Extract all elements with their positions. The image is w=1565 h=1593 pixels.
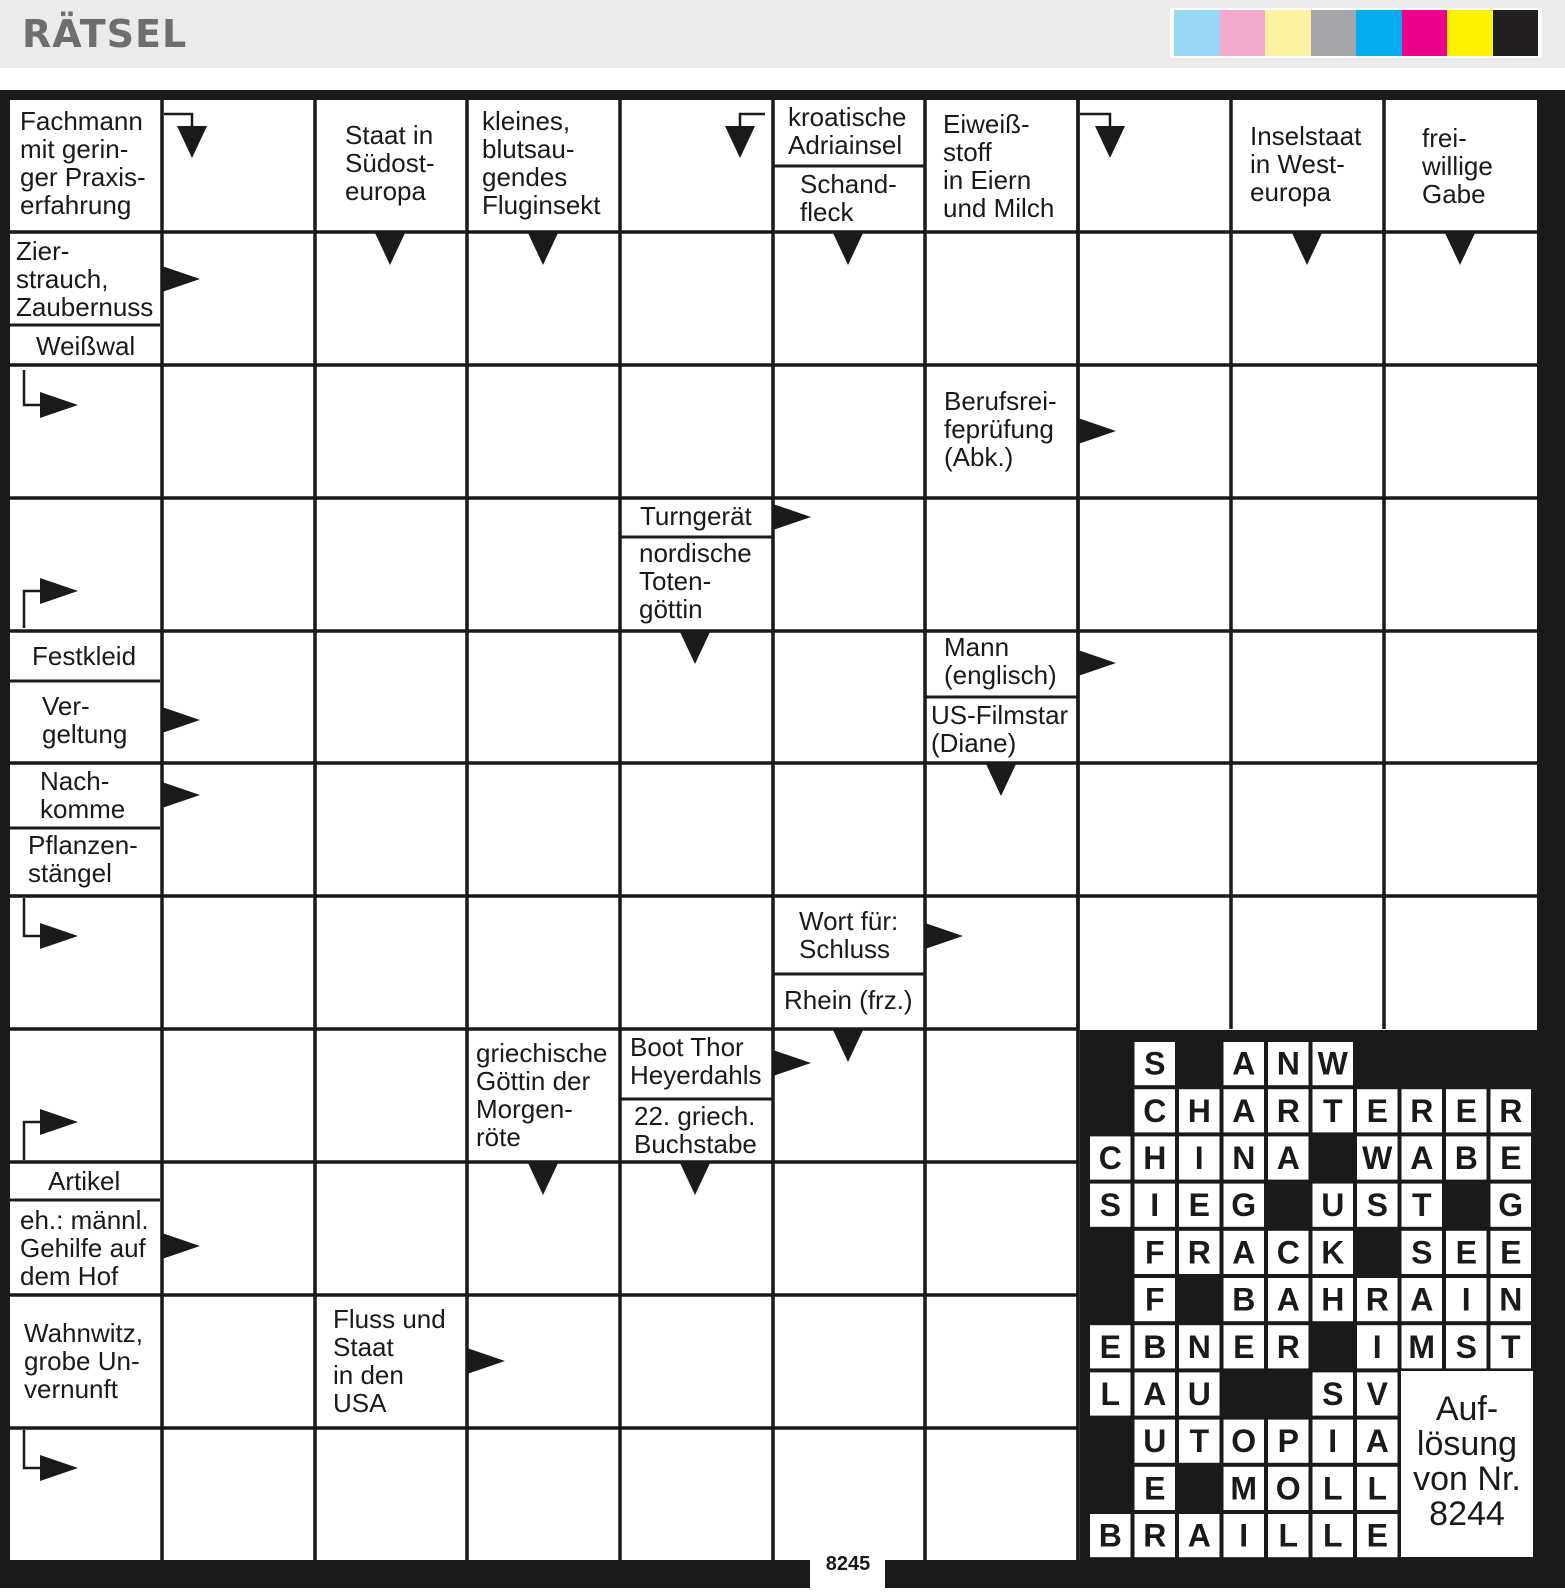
clue-text: Staat in Südost-europa — [345, 120, 435, 206]
solution-letter: S — [1366, 1187, 1388, 1224]
solution-letter: L — [1278, 1517, 1299, 1554]
clue-text: Mann (englisch) — [944, 632, 1057, 690]
solution-letter: W — [1362, 1140, 1393, 1176]
solution-letter: U — [1187, 1376, 1211, 1412]
clue-text: Nach-komme — [40, 766, 126, 824]
clue-text: Pflanzen-stängel — [28, 830, 138, 888]
solution-letter: I — [1150, 1187, 1160, 1224]
solution-letter: F — [1144, 1234, 1165, 1271]
solution-letter: G — [1498, 1187, 1524, 1224]
solution-letter: R — [1365, 1281, 1389, 1318]
clue-text: Wahnwitz, grobe Un-vernunft — [24, 1318, 143, 1404]
solution-letter: U — [1321, 1187, 1345, 1224]
page-title: RÄTSEL — [22, 12, 188, 56]
color-calibration-bar — [1170, 8, 1542, 58]
clue-text: Eiweiß-stoff in Eiern und Milch — [943, 109, 1055, 223]
clue-text: US-Filmstar (Diane) — [931, 700, 1069, 758]
solution-letter: B — [1098, 1517, 1122, 1554]
solution-letter: E — [1366, 1517, 1388, 1554]
solution-letter: S — [1322, 1376, 1344, 1412]
clue-text: kroatische Adriainsel — [788, 102, 907, 160]
crossword-svg — [0, 90, 1565, 1588]
solution-letter: P — [1277, 1423, 1299, 1460]
solution-letter: S — [1455, 1328, 1477, 1365]
solution-letter: B — [1143, 1328, 1167, 1365]
clue-text: Berufsrei-feprüfung (Abk.) — [944, 386, 1057, 472]
solution-letter: G — [1231, 1187, 1257, 1224]
solution-letter: A — [1410, 1281, 1434, 1318]
solution-letter: I — [1194, 1140, 1204, 1176]
solution-letter: N — [1232, 1140, 1256, 1176]
solution-letter: B — [1454, 1140, 1478, 1176]
solution-letter: I — [1461, 1281, 1471, 1318]
clue-text: Wort für: Schluss — [799, 906, 899, 964]
clue-text: eh.: männl. Gehilfe auf dem Hof — [20, 1205, 149, 1291]
solution-letter: L — [1100, 1376, 1121, 1412]
solution-letter: R — [1499, 1092, 1523, 1129]
clue-text: Fachmann mit gerin-ger Praxis-erfahrung — [20, 106, 146, 220]
solution-letter: N — [1187, 1328, 1211, 1365]
clue-text: nordische Toten-göttin — [639, 538, 752, 624]
solution-letter: E — [1099, 1328, 1121, 1365]
solution-letter: A — [1232, 1045, 1256, 1082]
solution-letter: I — [1239, 1517, 1249, 1554]
solution-letter: H — [1143, 1140, 1167, 1176]
solution-letter: N — [1276, 1045, 1300, 1082]
solution-letter: V — [1366, 1376, 1388, 1412]
solution-letter: C — [1098, 1140, 1122, 1176]
clue-text: Fluss und Staat in den USA — [333, 1304, 446, 1418]
clue-text: Ver-geltung — [42, 691, 128, 749]
solution-letter: M — [1408, 1328, 1436, 1365]
page-header — [0, 0, 1565, 68]
solution-letter: I — [1328, 1423, 1338, 1460]
solution-letter: N — [1499, 1281, 1523, 1318]
clue-text: Rhein (frz.) — [784, 985, 913, 1015]
solution-letter: S — [1411, 1234, 1433, 1271]
solution-letter: E — [1500, 1234, 1522, 1271]
clue-text: kleines, blutsau-gendes Fluginsekt — [482, 106, 601, 220]
clue-text: Schand-fleck — [800, 169, 897, 227]
solution-letter: R — [1143, 1517, 1167, 1554]
clue-text: frei-willige Gabe — [1422, 123, 1493, 209]
solution-caption: Auf-lösung von Nr. 8244 — [1413, 1390, 1521, 1533]
solution-letter: E — [1188, 1187, 1210, 1224]
solution-letter: C — [1143, 1092, 1167, 1129]
solution-letter: R — [1276, 1092, 1300, 1129]
solution-letter: O — [1275, 1470, 1301, 1507]
solution-letter: T — [1411, 1187, 1432, 1224]
solution-letter: A — [1143, 1376, 1167, 1412]
solution-letter: R — [1187, 1234, 1211, 1271]
color-swatch — [1220, 10, 1266, 56]
solution-letter: R — [1276, 1328, 1300, 1365]
color-swatch — [1447, 10, 1493, 56]
clue-text: Weißwal — [36, 331, 136, 361]
solution-letter: W — [1317, 1045, 1348, 1082]
color-swatch — [1493, 10, 1539, 56]
solution-letter: S — [1144, 1045, 1166, 1082]
solution-letter: R — [1410, 1092, 1434, 1129]
solution-letter: L — [1322, 1517, 1343, 1554]
solution-letter: A — [1365, 1423, 1389, 1460]
crossword-grid — [0, 90, 1565, 1588]
solution-letter: A — [1276, 1140, 1300, 1176]
solution-letter: K — [1321, 1234, 1345, 1271]
solution-letter: U — [1143, 1423, 1167, 1460]
solution-letter: B — [1232, 1281, 1256, 1318]
solution-letter: F — [1144, 1281, 1165, 1318]
solution-letter: E — [1455, 1092, 1477, 1129]
solution-letter: T — [1189, 1423, 1210, 1460]
clue-text: Artikel — [48, 1166, 121, 1196]
solution-letter: C — [1276, 1234, 1300, 1271]
solution-letter: I — [1372, 1328, 1382, 1365]
solution-letter: E — [1144, 1470, 1166, 1507]
clue-text: 22. griech. Buchstabe — [634, 1101, 757, 1159]
solution-letter: M — [1230, 1470, 1258, 1507]
clue-text: Festkleid — [32, 641, 137, 671]
solution-letter: E — [1500, 1140, 1522, 1176]
solution-letter: H — [1187, 1092, 1211, 1129]
solution-letter: L — [1322, 1470, 1343, 1507]
color-swatch — [1311, 10, 1357, 56]
solution-letter: H — [1321, 1281, 1345, 1318]
solution-letter: E — [1233, 1328, 1255, 1365]
solution-letter: A — [1187, 1517, 1211, 1554]
clue-text: Boot Thor Heyerdahls — [630, 1032, 762, 1090]
solution-letter: E — [1366, 1092, 1388, 1129]
solution-letter: A — [1410, 1140, 1434, 1176]
color-swatch — [1174, 10, 1220, 56]
solution-letter: O — [1231, 1423, 1257, 1460]
solution-letter: S — [1099, 1187, 1121, 1224]
clue-text: griechische Göttin der Morgen-röte — [476, 1038, 608, 1152]
color-swatch — [1402, 10, 1448, 56]
solution-letter: L — [1367, 1470, 1388, 1507]
solution-letter: A — [1232, 1234, 1256, 1271]
clue-text: Inselstaat in West-europa — [1250, 121, 1362, 207]
solution-letter: A — [1276, 1281, 1300, 1318]
puzzle-number: 8245 — [825, 1553, 871, 1575]
color-swatch — [1356, 10, 1402, 56]
solution-letter: A — [1232, 1092, 1256, 1129]
clue-text: Turngerät — [640, 501, 752, 531]
solution-letter: T — [1500, 1328, 1521, 1365]
clue-text: Zier-strauch, Zaubernuss — [16, 236, 154, 322]
color-swatch — [1265, 10, 1311, 56]
solution-letter: E — [1455, 1234, 1477, 1271]
solution-letter: T — [1322, 1092, 1343, 1129]
